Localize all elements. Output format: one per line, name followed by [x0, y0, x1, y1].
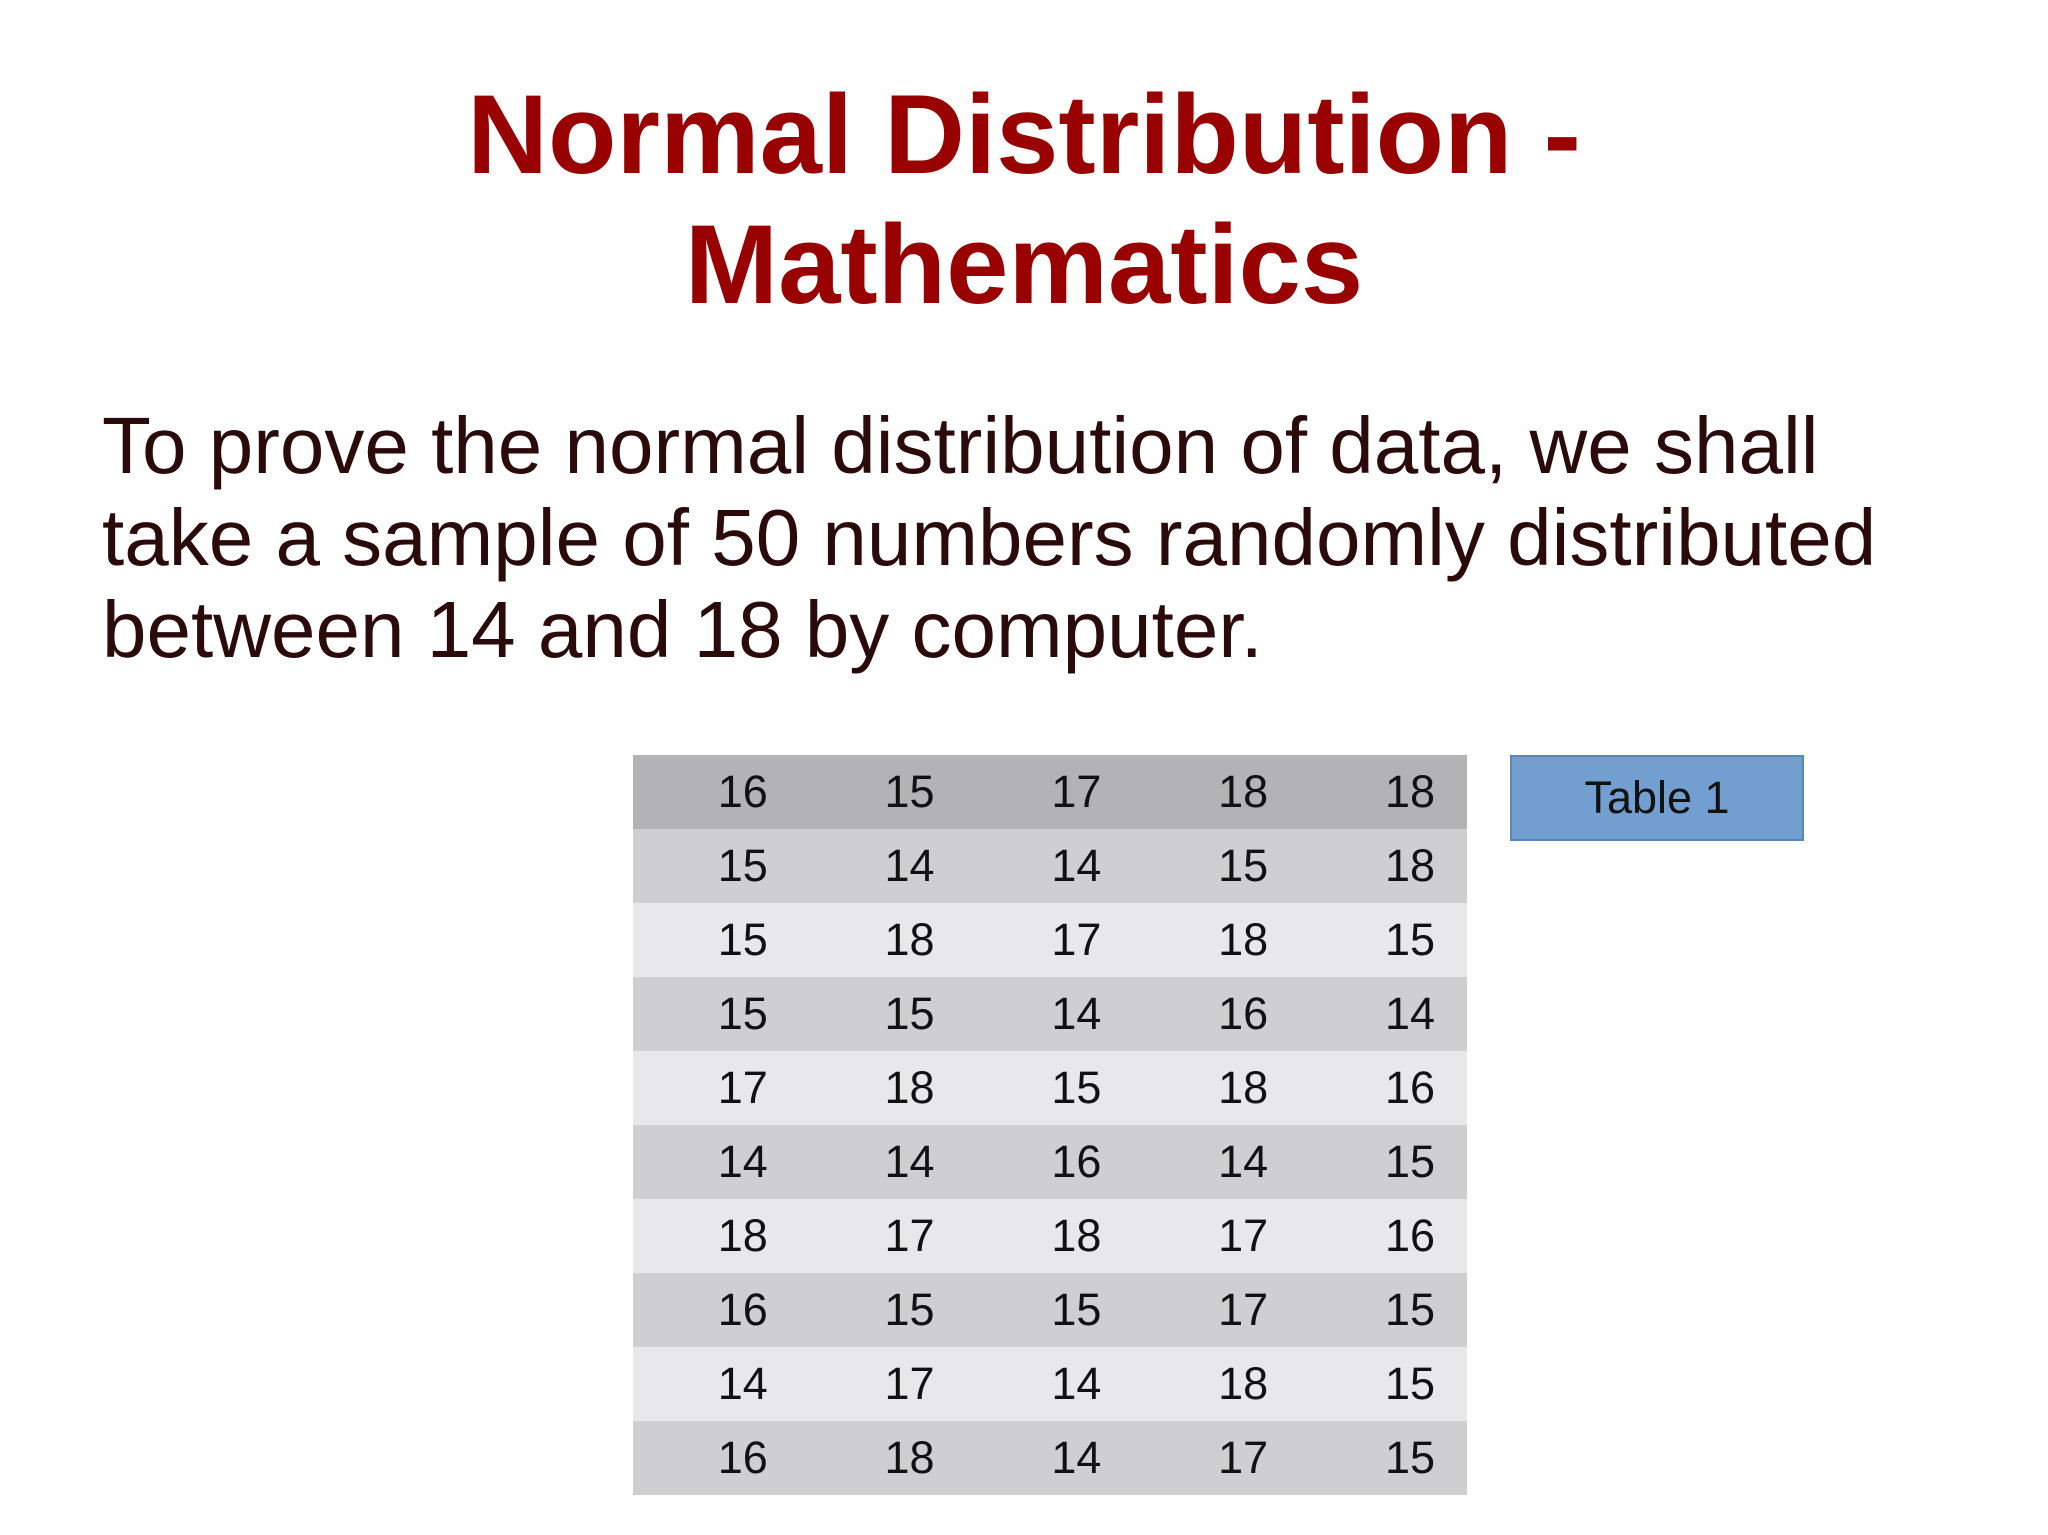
table-cell: 18 — [800, 903, 967, 977]
table-cell: 18 — [967, 1199, 1134, 1273]
table-cell: 16 — [967, 1125, 1134, 1199]
table-cell: 15 — [1300, 1347, 1467, 1421]
table-cell: 17 — [967, 755, 1134, 829]
table-cell: 16 — [633, 1421, 800, 1495]
table-cell: 18 — [1300, 829, 1467, 903]
table-cell: 17 — [800, 1199, 967, 1273]
table-cell: 14 — [633, 1347, 800, 1421]
table-cell: 16 — [1133, 977, 1300, 1051]
table-cell: 15 — [1300, 1273, 1467, 1347]
table-cell: 18 — [1133, 755, 1300, 829]
table-cell: 18 — [1300, 755, 1467, 829]
table-cell: 15 — [1133, 829, 1300, 903]
table-row — [633, 1125, 1467, 1199]
table-cell: 14 — [967, 829, 1134, 903]
table-cell: 18 — [1133, 1347, 1300, 1421]
table-cell: 16 — [633, 755, 800, 829]
table-cell: 15 — [633, 977, 800, 1051]
table-cell: 17 — [1133, 1421, 1300, 1495]
table-cell: 15 — [633, 829, 800, 903]
table-cell: 15 — [1300, 1421, 1467, 1495]
table-cell: 17 — [1133, 1199, 1300, 1273]
table-cell: 18 — [800, 1051, 967, 1125]
table-cell: 14 — [1133, 1125, 1300, 1199]
table-cell: 15 — [967, 1273, 1134, 1347]
table-cell: 15 — [1300, 903, 1467, 977]
table-cell: 18 — [1133, 1051, 1300, 1125]
sample-data-table — [633, 755, 1467, 1495]
table-cell: 17 — [967, 903, 1134, 977]
table-cell: 15 — [967, 1051, 1134, 1125]
table-row — [633, 977, 1467, 1051]
title-line-1: Normal Distribution - — [467, 72, 1581, 197]
table-cell: 14 — [967, 1421, 1134, 1495]
body-line-2: take a sample of 50 numbers randomly distributed — [102, 493, 1877, 582]
table-row — [633, 829, 1467, 903]
body-paragraph — [102, 400, 2002, 676]
table-cell: 14 — [967, 1347, 1134, 1421]
table-cell: 14 — [633, 1125, 800, 1199]
table-row — [633, 755, 1467, 829]
table-cell: 14 — [1300, 977, 1467, 1051]
table-cell: 15 — [800, 755, 967, 829]
table-cell: 15 — [800, 977, 967, 1051]
table-row — [633, 1421, 1467, 1495]
table-row — [633, 903, 1467, 977]
table-row — [633, 1273, 1467, 1347]
table-cell: 17 — [800, 1347, 967, 1421]
table-cell: 16 — [1300, 1051, 1467, 1125]
table-body — [633, 755, 1467, 1495]
table-cell: 14 — [800, 829, 967, 903]
table-cell: 14 — [800, 1125, 967, 1199]
table-cell: 17 — [633, 1051, 800, 1125]
table-cell: 15 — [800, 1273, 967, 1347]
table-cell: 17 — [1133, 1273, 1300, 1347]
table-cell: 15 — [633, 903, 800, 977]
slide-title — [0, 70, 2048, 330]
table-cell: 18 — [1133, 903, 1300, 977]
body-line-1: To prove the normal distribution of data, we shall — [102, 401, 1819, 490]
table-label: Table 1 — [1510, 755, 1804, 841]
table-cell: 16 — [633, 1273, 800, 1347]
table-cell: 14 — [967, 977, 1134, 1051]
table-cell: 18 — [633, 1199, 800, 1273]
table-cell: 15 — [1300, 1125, 1467, 1199]
table-row — [633, 1347, 1467, 1421]
table-row — [633, 1199, 1467, 1273]
body-line-3: between 14 and 18 by computer. — [102, 585, 1263, 674]
title-line-2: Mathematics — [684, 202, 1364, 327]
table-cell: 18 — [800, 1421, 967, 1495]
table-cell: 16 — [1300, 1199, 1467, 1273]
table-row — [633, 1051, 1467, 1125]
